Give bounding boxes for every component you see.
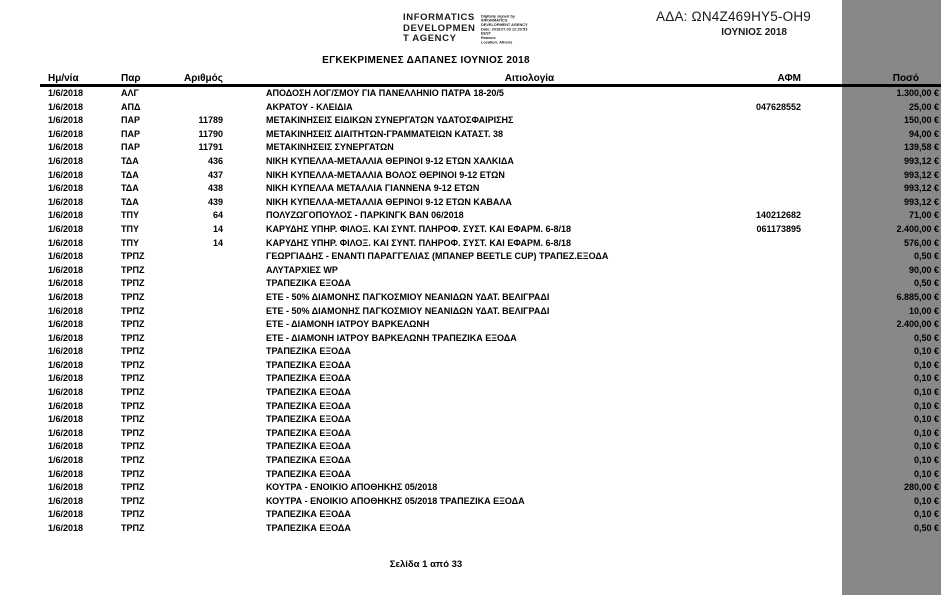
cell-date: 1/6/2018 <box>48 414 84 425</box>
cell-date: 1/6/2018 <box>48 359 84 370</box>
cell-amount: 0,10 € <box>913 441 939 452</box>
cell-justification: ΑΠΟΔΟΣΗ ΛΟΓ/ΣΜΟΥ ΓΙΑ ΠΑΝΕΛΛΗΝΙΟ ΠΑΤΡΑ 18-20/5 <box>266 88 504 98</box>
cell-number: 436 <box>207 155 223 166</box>
cell-par: ΤΡΠΖ <box>121 291 145 302</box>
cell-number <box>178 508 223 522</box>
cell-afm <box>751 305 807 319</box>
cell-amount: 90,00 € <box>908 264 939 275</box>
table-row <box>40 223 941 237</box>
signature-agency-line: DEVELOPMEN <box>403 22 476 34</box>
cell-amount: 25,00 € <box>908 101 939 112</box>
cell-amount: 0,10 € <box>913 468 939 479</box>
cell-number: 11791 <box>198 142 223 153</box>
cell-number: 64 <box>212 210 223 221</box>
cell-afm: 061173895 <box>756 223 801 234</box>
cell-number <box>178 427 223 441</box>
cell-justification: ΜΕΤΑΚΙΝΗΣΕΙΣ ΔΙΑΙΤΗΤΩΝ-ΓΡΑΜΜΑΤΕΙΩΝ ΚΑΤΑΣΤ. 38 <box>266 128 504 139</box>
cell-afm <box>751 291 807 305</box>
cell-amount: 0,10 € <box>913 509 939 520</box>
cell-justification: ΠΟΛΥΖΩΓΟΠΟΥΛΟΣ - ΠΑΡΚΙΝΓΚ ΒΑΝ 06/2018 <box>266 210 464 221</box>
cell-date: 1/6/2018 <box>48 373 84 384</box>
cell-par: ΠΑΡ <box>121 115 141 126</box>
cell-number <box>178 305 223 319</box>
cell-date: 1/6/2018 <box>48 387 84 398</box>
table-row <box>40 345 941 359</box>
cell-date: 1/6/2018 <box>48 495 84 506</box>
cell-date: 1/6/2018 <box>48 155 84 166</box>
cell-date: 1/6/2018 <box>48 142 84 153</box>
cell-number: 14 <box>212 237 223 248</box>
cell-justification: ΝΙΚΗ ΚΥΠΕΛΛΑ-ΜΕΤΑΛΛΙΑ ΒΟΛΟΣ ΘΕΡΙΝΟΙ 9-12 ΕΤΩΝ <box>266 169 505 180</box>
cell-date: 1/6/2018 <box>48 441 84 452</box>
table-row <box>40 386 941 400</box>
cell-number <box>178 454 223 468</box>
cell-justification: ΤΡΑΠΕΖΙΚΑ ΕΞΟΔΑ <box>266 387 351 398</box>
table-row <box>40 291 941 305</box>
cell-number <box>178 332 223 346</box>
cell-date: 1/6/2018 <box>48 319 84 330</box>
cell-justification: ΝΙΚΗ ΚΥΠΕΛΛΑ ΜΕΤΑΛΛΙΑ ΓΙΑΝΝΕΝΑ 9-12 ΕΤΩΝ <box>266 183 480 194</box>
table-row <box>40 495 941 509</box>
cell-justification: ΚΟΥΤΡΑ - ΕΝΟΙΚΙΟ ΑΠΟΘΗΚΗΣ 05/2018 ΤΡΑΠΕΖΙΚΑ ΕΞΟΔΑ <box>266 495 525 506</box>
cell-amount: 94,00 € <box>908 128 939 139</box>
cell-afm <box>751 264 807 278</box>
column-header-number: Αριθμός <box>178 69 223 86</box>
cell-par: ΤΡΠΖ <box>121 495 145 506</box>
cell-par: ΤΡΠΖ <box>121 332 145 343</box>
page-number: Σελίδα 1 από 33 <box>389 559 463 570</box>
cell-number <box>178 359 223 373</box>
table-row <box>40 359 941 373</box>
table-row <box>40 413 941 427</box>
cell-date: 1/6/2018 <box>48 523 84 533</box>
cell-number <box>178 481 223 495</box>
cell-par: ΤΔΑ <box>121 183 139 194</box>
cell-par: ΤΠΥ <box>121 210 139 221</box>
cell-afm <box>751 196 807 210</box>
table-row <box>40 128 941 142</box>
cell-number <box>178 440 223 454</box>
cell-amount: 0,10 € <box>913 414 939 425</box>
cell-amount: 0,10 € <box>913 455 939 466</box>
cell-par: ΤΡΠΖ <box>121 509 145 520</box>
cell-afm <box>751 237 807 251</box>
column-header-justification: Αιτιολογία <box>223 69 751 86</box>
cell-justification: ΤΡΑΠΕΖΙΚΑ ΕΞΟΔΑ <box>266 359 351 370</box>
cell-afm <box>751 481 807 495</box>
cell-afm <box>751 359 807 373</box>
cell-amount: 0,10 € <box>913 427 939 438</box>
cell-number: 14 <box>212 223 223 234</box>
month-label: ΙΟΥΝΙΟΣ 2018 <box>721 27 787 38</box>
cell-date: 1/6/2018 <box>48 264 84 275</box>
expenses-table <box>40 69 941 536</box>
cell-amount: 280,00 € <box>903 482 939 493</box>
table-row <box>40 468 941 482</box>
cell-par: ΤΡΠΖ <box>121 319 145 330</box>
cell-afm <box>751 508 807 522</box>
cell-date: 1/6/2018 <box>48 210 84 221</box>
cell-amount: 993,12 € <box>903 196 939 207</box>
cell-date: 1/6/2018 <box>48 196 84 207</box>
cell-afm <box>751 86 807 101</box>
cell-afm <box>751 468 807 482</box>
cell-afm <box>751 372 807 386</box>
cell-par: ΤΡΠΖ <box>121 251 145 262</box>
cell-par: ΤΡΠΖ <box>121 278 145 289</box>
cell-amount: 0,10 € <box>913 400 939 411</box>
cell-afm <box>751 345 807 359</box>
cell-number <box>178 386 223 400</box>
table-row <box>40 372 941 386</box>
cell-par: ΤΡΠΖ <box>121 346 145 357</box>
cell-afm: 140212682 <box>755 210 801 221</box>
cell-justification: ΚΑΡΥΔΗΣ ΥΠΗΡ. ΦΙΛΟΞ. ΚΑΙ ΣΥΝΤ. ΠΛΗΡΟΦ. ΣΥΣΤ. ΚΑΙ ΕΦΑΡΜ. 6-8/18 <box>266 237 571 248</box>
cell-par: ΠΑΡ <box>121 128 141 139</box>
cell-justification: ΤΡΑΠΕΖΙΚΑ ΕΞΟΔΑ <box>266 455 351 466</box>
cell-date: 1/6/2018 <box>48 101 84 112</box>
cell-amount: 0,50 € <box>913 523 939 533</box>
cell-date: 1/6/2018 <box>48 183 84 194</box>
cell-date: 1/6/2018 <box>48 482 84 493</box>
cell-date: 1/6/2018 <box>48 509 84 520</box>
cell-date: 1/6/2018 <box>48 455 84 466</box>
cell-amount: 2.400,00 € <box>896 223 939 234</box>
cell-amount: 1.300,00 € <box>896 88 939 98</box>
column-header-date: Ημ/νία <box>40 69 113 86</box>
cell-par: ΑΠΔ <box>121 101 141 112</box>
cell-par: ΤΔΑ <box>121 155 139 166</box>
table-row <box>40 481 941 495</box>
cell-par: ΤΡΠΖ <box>121 482 145 493</box>
cell-justification: ΑΛΥΤΑΡΧΙΕΣ WP <box>266 264 338 275</box>
column-header-amount: Ποσό <box>807 69 941 86</box>
cell-afm <box>751 332 807 346</box>
signature-agency-name <box>403 13 476 77</box>
table-row <box>40 114 941 128</box>
cell-justification: ΤΡΑΠΕΖΙΚΑ ΕΞΟΔΑ <box>266 441 351 452</box>
cell-justification: ΜΕΤΑΚΙΝΗΣΕΙΣ ΣΥΝΕΡΓΑΤΩΝ <box>266 142 394 153</box>
cell-par: ΤΡΠΖ <box>121 400 145 411</box>
cell-afm <box>751 413 807 427</box>
table-row <box>40 196 941 210</box>
cell-afm <box>751 440 807 454</box>
cell-number: 438 <box>207 183 223 194</box>
table-row <box>40 155 941 169</box>
cell-par: ΠΑΡ <box>121 142 141 153</box>
column-header-par: Παρ <box>113 69 178 86</box>
cell-amount: 0,50 € <box>913 251 939 262</box>
cell-amount: 71,00 € <box>908 210 939 221</box>
cell-par: ΤΡΠΖ <box>121 373 145 384</box>
cell-number: 11790 <box>198 128 223 139</box>
table-row <box>40 169 941 183</box>
cell-par: ΤΠΥ <box>121 223 139 234</box>
cell-afm <box>751 114 807 128</box>
cell-number: 11789 <box>198 115 223 126</box>
cell-number <box>178 277 223 291</box>
cell-amount: 0,50 € <box>913 332 939 343</box>
cell-afm <box>751 141 807 155</box>
cell-amount: 2.400,00 € <box>896 319 939 330</box>
cell-par: ΤΔΑ <box>121 169 139 180</box>
cell-par: ΤΔΑ <box>121 196 139 207</box>
cell-afm <box>751 522 807 536</box>
cell-date: 1/6/2018 <box>48 128 84 139</box>
table-row <box>40 522 941 536</box>
cell-afm <box>751 169 807 183</box>
cell-justification: ΚΑΡΥΔΗΣ ΥΠΗΡ. ΦΙΛΟΞ. ΚΑΙ ΣΥΝΤ. ΠΛΗΡΟΦ. ΣΥΣΤ. ΚΑΙ ΕΦΑΡΜ. 6-8/18 <box>266 223 571 234</box>
cell-date: 1/6/2018 <box>48 237 84 248</box>
cell-number <box>178 522 223 536</box>
cell-number: 437 <box>207 169 223 180</box>
table-row <box>40 400 941 414</box>
cell-justification: ΤΡΑΠΕΖΙΚΑ ΕΞΟΔΑ <box>266 373 351 384</box>
cell-number <box>178 345 223 359</box>
page-title: ΕΓΚΕΚΡΙΜΕΝΕΣ ΔΑΠΑΝΕΣ ΙΟΥΝΙΟΣ 2018 <box>322 55 530 66</box>
table-row <box>40 250 941 264</box>
cell-par: ΤΡΠΖ <box>121 455 145 466</box>
cell-date: 1/6/2018 <box>48 291 84 302</box>
cell-justification: ΕΤΕ - 50% ΔΙΑΜΟΝΗΣ ΠΑΓΚΟΣΜΙΟΥ ΝΕΑΝΙΔΩΝ ΥΔΑΤ. ΒΕΛΙΓΡΑΔΙ <box>266 291 550 302</box>
cell-number <box>178 372 223 386</box>
cell-afm <box>751 128 807 142</box>
cell-date: 1/6/2018 <box>48 251 84 262</box>
cell-par: ΤΡΠΖ <box>121 305 145 316</box>
cell-afm <box>751 400 807 414</box>
table-row <box>40 277 941 291</box>
table-row <box>40 427 941 441</box>
cell-number <box>178 101 223 115</box>
cell-par: ΤΡΠΖ <box>121 359 145 370</box>
cell-afm <box>751 495 807 509</box>
cell-date: 1/6/2018 <box>48 332 84 343</box>
table-row <box>40 508 941 522</box>
cell-amount: 139,58 € <box>903 142 939 153</box>
cell-number <box>178 250 223 264</box>
cell-number <box>178 291 223 305</box>
cell-amount: 576,00 € <box>903 237 939 248</box>
cell-afm <box>751 182 807 196</box>
cell-justification: ΤΡΑΠΕΖΙΚΑ ΕΞΟΔΑ <box>266 278 351 289</box>
cell-number <box>178 468 223 482</box>
table-row <box>40 86 941 101</box>
table-row <box>40 141 941 155</box>
cell-justification: ΕΤΕ - ΔΙΑΜΟΝΗ ΙΑΤΡΟΥ ΒΑΡΚΕΛΩΝΗ ΤΡΑΠΕΖΙΚΑ ΕΞΟΔΑ <box>266 332 517 343</box>
cell-justification: ΝΙΚΗ ΚΥΠΕΛΛΑ-ΜΕΤΑΛΛΙΑ ΘΕΡΙΝΟΙ 9-12 ΕΤΩΝ ΧΑΛΚΙΔΑ <box>266 155 514 166</box>
cell-number <box>178 495 223 509</box>
column-header-afm: ΑΦΜ <box>751 69 807 86</box>
cell-justification: ΤΡΑΠΕΖΙΚΑ ΕΞΟΔΑ <box>266 400 351 411</box>
cell-justification: ΕΤΕ - ΔΙΑΜΟΝΗ ΙΑΤΡΟΥ ΒΑΡΚΕΛΩΝΗ <box>266 319 430 330</box>
cell-amount: 6.885,00 € <box>896 291 939 302</box>
cell-par: ΑΛΓ <box>121 88 139 98</box>
table-row <box>40 318 941 332</box>
cell-justification: ΤΡΑΠΕΖΙΚΑ ΕΞΟΔΑ <box>266 346 351 357</box>
cell-number <box>178 318 223 332</box>
table-row <box>40 440 941 454</box>
cell-par: ΤΡΠΖ <box>121 523 145 533</box>
cell-amount: 0,10 € <box>913 346 939 357</box>
cell-number <box>178 264 223 278</box>
table-row <box>40 182 941 196</box>
cell-date: 1/6/2018 <box>48 169 84 180</box>
cell-par: ΤΡΠΖ <box>121 468 145 479</box>
cell-justification: ΤΡΑΠΕΖΙΚΑ ΕΞΟΔΑ <box>266 523 351 533</box>
table-row <box>40 237 941 251</box>
cell-date: 1/6/2018 <box>48 278 84 289</box>
cell-date: 1/6/2018 <box>48 400 84 411</box>
cell-number: 439 <box>207 196 223 207</box>
cell-par: ΤΡΠΖ <box>121 264 145 275</box>
table-header-row <box>40 69 941 86</box>
cell-afm <box>751 250 807 264</box>
cell-afm <box>751 427 807 441</box>
table-row <box>40 454 941 468</box>
cell-par: ΤΡΠΖ <box>121 414 145 425</box>
cell-justification: ΜΕΤΑΚΙΝΗΣΕΙΣ ΕΙΔΙΚΩΝ ΣΥΝΕΡΓΑΤΩΝ ΥΔΑΤΟΣΦΑΙΡΙΣΗΣ <box>266 115 514 126</box>
cell-afm <box>751 155 807 169</box>
cell-justification: ΚΟΥΤΡΑ - ΕΝΟΙΚΙΟ ΑΠΟΘΗΚΗΣ 05/2018 <box>266 482 438 493</box>
cell-afm <box>751 277 807 291</box>
cell-number <box>178 400 223 414</box>
cell-date: 1/6/2018 <box>48 88 84 98</box>
cell-justification: ΤΡΑΠΕΖΙΚΑ ΕΞΟΔΑ <box>266 414 351 425</box>
cell-afm: 047628552 <box>755 101 801 112</box>
cell-justification: ΑΚΡΑΤΟΥ - ΚΛΕΙΔΙΑ <box>266 101 353 112</box>
cell-par: ΤΠΥ <box>121 237 139 248</box>
cell-justification: ΓΕΩΡΓΙΑΔΗΣ - ΕΝΑΝΤΙ ΠΑΡΑΓΓΕΛΙΑΣ (ΜΠΑΝΕΡ BEETLE CUP) ΤΡΑΠΕΖ.ΕΞΟΔΑ <box>266 251 609 262</box>
cell-afm <box>751 454 807 468</box>
cell-par: ΤΡΠΖ <box>121 427 145 438</box>
cell-justification: ΤΡΑΠΕΖΙΚΑ ΕΞΟΔΑ <box>266 509 351 520</box>
cell-amount: 0,10 € <box>913 495 939 506</box>
cell-afm <box>751 386 807 400</box>
cell-amount: 0,10 € <box>913 359 939 370</box>
cell-amount: 150,00 € <box>903 115 939 126</box>
cell-amount: 993,12 € <box>903 169 939 180</box>
cell-par: ΤΡΠΖ <box>121 441 145 452</box>
ada-code: ΑΔΑ: ΩΝ4Ζ469ΗΥ5-ΟΗ9 <box>656 9 811 24</box>
cell-number <box>178 413 223 427</box>
cell-justification: ΤΡΑΠΕΖΙΚΑ ΕΞΟΔΑ <box>266 468 351 479</box>
expense-table-body <box>40 86 941 536</box>
cell-number <box>178 86 223 101</box>
cell-justification: ΕΤΕ - 50% ΔΙΑΜΟΝΗΣ ΠΑΓΚΟΣΜΙΟΥ ΝΕΑΝΙΔΩΝ ΥΔΑΤ. ΒΕΛΙΓΡΑΔΙ <box>266 305 550 316</box>
cell-date: 1/6/2018 <box>48 305 84 316</box>
table-row <box>40 101 941 115</box>
cell-justification: ΝΙΚΗ ΚΥΠΕΛΛΑ-ΜΕΤΑΛΛΙΑ ΘΕΡΙΝΟΙ 9-12 ΕΤΩΝ ΚΑΒΑΛΑ <box>266 196 512 207</box>
cell-amount: 993,12 € <box>903 183 939 194</box>
cell-justification: ΤΡΑΠΕΖΙΚΑ ΕΞΟΔΑ <box>266 427 351 438</box>
cell-date: 1/6/2018 <box>48 223 84 234</box>
cell-par: ΤΡΠΖ <box>121 387 145 398</box>
table-row <box>40 209 941 223</box>
table-row <box>40 264 941 278</box>
cell-amount: 0,50 € <box>913 278 939 289</box>
cell-date: 1/6/2018 <box>48 115 84 126</box>
cell-date: 1/6/2018 <box>48 346 84 357</box>
cell-afm <box>751 318 807 332</box>
cell-amount: 993,12 € <box>903 155 939 166</box>
signature-agency-line: INFORMATICS <box>403 12 475 23</box>
cell-amount: 0,10 € <box>913 387 939 398</box>
cell-date: 1/6/2018 <box>48 468 84 479</box>
cell-amount: 0,10 € <box>913 373 939 384</box>
signature-agency-line: T AGENCY <box>403 33 457 44</box>
table-row <box>40 332 941 346</box>
cell-date: 1/6/2018 <box>48 427 84 438</box>
table-row <box>40 305 941 319</box>
cell-amount: 10,00 € <box>908 305 939 316</box>
